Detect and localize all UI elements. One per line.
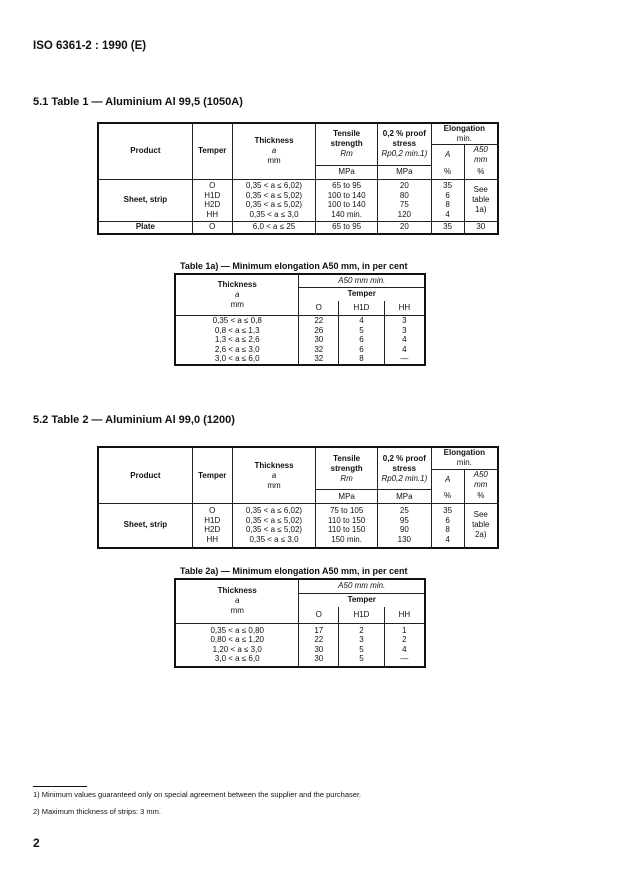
cell: 0,35 < a ≤ 0,80 [210, 625, 264, 635]
cell: 1,3 < a ≤ 2,6 [214, 335, 260, 344]
header-thickness [232, 123, 316, 179]
t1a-o-list [299, 315, 339, 365]
cell: 3 [402, 325, 407, 335]
t2a-thickness-list [175, 623, 299, 667]
cell: 140 min. [331, 209, 362, 219]
cell: 2,6 < a ≤ 3,0 [214, 344, 260, 354]
cell: 75 to 105 [329, 506, 364, 516]
cell: 5 [359, 644, 364, 654]
A-list [431, 504, 464, 548]
thickness-label: Thickness [254, 460, 294, 470]
cell: 0,35 < a ≤ 6,02) [245, 506, 303, 516]
table-1a-title: Table 1a) — Minimum elongation A50 mm, in per cent [180, 261, 408, 271]
table-row [98, 504, 498, 548]
cell: 2 [402, 635, 407, 645]
cell: 6 [359, 335, 364, 344]
cell: 130 [397, 534, 412, 544]
cell: 1,20 < a ≤ 3,0 [212, 644, 262, 654]
cell: 4 [402, 335, 407, 344]
cell: 0,35 < a ≤ 0,8 [212, 316, 262, 325]
cell: 65 to 95 [332, 181, 362, 190]
table-2a-title: Table 2a) — Minimum elongation A50 mm, in per cent [180, 566, 408, 576]
cell: 0,8 < a ≤ 1,3 [214, 325, 260, 335]
header-tensile [316, 123, 378, 165]
cell: 95 [399, 515, 409, 525]
section-5-1-title: 5.1 Table 1 — Aluminium Al 99,5 (1050A) [33, 96, 243, 108]
proof-list [377, 179, 431, 221]
table-2 [97, 446, 499, 549]
cell: 4 [402, 344, 407, 354]
cell: 4 [359, 316, 364, 325]
cell: 0,35 < a ≤ 5,02) [245, 190, 303, 200]
cell: 0,35 < a ≤ 3,0 [249, 534, 299, 544]
t1a-thickness-list [175, 315, 299, 365]
A50-unit: % [464, 165, 498, 179]
thickness-list [232, 179, 316, 221]
header-thickness [232, 447, 316, 504]
proof-symbol: Rp0,2 min.1) [381, 149, 428, 159]
cell: — [400, 354, 409, 363]
temper-header: Temper [299, 287, 425, 301]
proof-label: 0,2 % proof stress [382, 453, 426, 473]
elongation-min: min. [456, 458, 472, 468]
cell: H2D [204, 525, 221, 535]
page-number: 2 [33, 836, 40, 850]
cell: 30 [314, 335, 324, 344]
footnote-1: 1) Minimum values guaranteed only on special agreement between the supplier and the purchaser. [33, 790, 362, 799]
cell: 32 [314, 344, 324, 354]
cell: 0,35 < a ≤ 6,02) [245, 181, 303, 190]
cell: 100 to 140 [327, 200, 366, 209]
A50-unit: % [464, 490, 498, 504]
thickness-unit: mm [267, 480, 281, 490]
table-row [98, 179, 498, 221]
header-tensile [316, 447, 378, 490]
cell: 8 [359, 354, 364, 363]
A-list [431, 179, 464, 221]
footnote-rule [33, 786, 87, 787]
proof-symbol: Rp0,2 min.1) [381, 473, 428, 483]
a50-min-header: A50 mm min. [299, 274, 425, 287]
temper-hh: HH [384, 607, 425, 623]
a50-min-header: A50 mm min. [299, 579, 425, 593]
see-table-2a: See table 2a) [464, 504, 498, 548]
tensile-symbol: Rm [340, 473, 353, 483]
cell: O [192, 221, 232, 234]
cell: 150 min. [331, 534, 362, 544]
thickness-symbol: a [235, 289, 240, 299]
cell: 3 [359, 635, 364, 645]
table-row [175, 623, 425, 667]
temper-list [192, 504, 232, 548]
thickness-symbol: a [271, 470, 277, 480]
t2a-h1d-list [339, 623, 385, 667]
cell: 75 [399, 200, 409, 209]
cell: 3,0 < a ≤ 6,0 [214, 354, 260, 363]
table-2a [174, 578, 426, 668]
cell: 120 [397, 209, 412, 219]
cell: 6 [359, 344, 364, 354]
cell: 35 [443, 506, 453, 516]
elongation-label: Elongation [443, 448, 485, 458]
section-5-2-title: 5.2 Table 2 — Aluminium Al 99,0 (1200) [33, 414, 235, 426]
cell: HH [206, 534, 219, 544]
cell: 4 [402, 644, 407, 654]
cell: 8 [445, 525, 450, 535]
cell: — [400, 654, 409, 664]
cell: 4 [445, 534, 450, 544]
cell: H1D [204, 515, 221, 525]
thickness-list [232, 504, 316, 548]
temper-h1d: H1D [339, 607, 385, 623]
cell: 90 [399, 525, 409, 535]
temper-o: O [299, 301, 339, 315]
cell: 17 [314, 625, 324, 635]
tensile-list [316, 504, 378, 548]
temper-o: O [299, 607, 339, 623]
document-header: ISO 6361-2 : 1990 (E) [33, 40, 147, 52]
cell: 5 [359, 325, 364, 335]
cell: 110 to 150 [328, 525, 366, 535]
product-sheet-strip: Sheet, strip [98, 504, 192, 548]
cell: 65 to 95 [316, 221, 378, 234]
cell: 8 [445, 200, 450, 209]
t2a-hh-list [384, 623, 425, 667]
cell: H1D [204, 190, 221, 200]
product-plate: Plate [98, 221, 192, 234]
cell: 20 [399, 181, 409, 190]
table-1 [97, 122, 499, 235]
cell: 6 [445, 190, 450, 200]
cell: 35 [443, 181, 453, 190]
cell: 30 [464, 221, 498, 234]
thickness-symbol: a [271, 146, 277, 156]
proof-label: 0,2 % proof stress [382, 129, 426, 149]
cell: 20 [377, 221, 431, 234]
thickness-label: Thickness [217, 279, 257, 289]
tensile-list [316, 179, 378, 221]
cell: 80 [399, 190, 409, 200]
temper-h1d: H1D [339, 301, 385, 315]
t2a-thickness-header [175, 579, 299, 623]
elongation-label: Elongation [443, 124, 485, 133]
cell: 3 [402, 316, 407, 325]
A-unit: % [431, 490, 464, 504]
header-product: Product [98, 123, 192, 179]
cell: 0,80 < a ≤ 1,20 [210, 635, 264, 645]
header-temper: Temper [192, 447, 232, 504]
t1a-thickness-header [175, 274, 299, 315]
cell: 25 [399, 506, 409, 516]
thickness-label: Thickness [254, 136, 294, 146]
cell: O [209, 506, 216, 516]
cell: 2 [359, 625, 364, 635]
cell: 3,0 < a ≤ 6,0 [214, 654, 260, 664]
header-proof [377, 447, 431, 490]
t1a-h1d-list [339, 315, 385, 365]
cell: 4 [445, 209, 450, 219]
header-A: A [431, 145, 464, 166]
A-unit: % [431, 165, 464, 179]
cell: 35 [431, 221, 464, 234]
cell: 30 [314, 644, 324, 654]
header-A50: A50 mm [464, 469, 498, 490]
temper-hh: HH [384, 301, 425, 315]
cell: H2D [204, 200, 221, 209]
product-sheet-strip: Sheet, strip [98, 179, 192, 221]
header-elongation [431, 447, 498, 469]
tensile-label: Tensile strength [330, 129, 363, 149]
cell: 26 [314, 325, 324, 335]
thickness-unit: mm [267, 156, 281, 166]
proof-unit: MPa [377, 165, 431, 179]
footnote-2: 2) Maximum thickness of strips: 3 mm. [33, 807, 161, 816]
header-A: A [431, 469, 464, 490]
temper-header: Temper [299, 593, 425, 607]
t2a-o-list [299, 623, 339, 667]
elongation-min: min. [456, 134, 472, 143]
thickness-unit: mm [230, 299, 244, 309]
cell: 110 to 150 [328, 515, 366, 525]
header-temper: Temper [192, 123, 232, 179]
table-row [175, 315, 425, 365]
cell: 5 [359, 654, 364, 664]
cell: O [209, 181, 216, 190]
table-1a [174, 273, 426, 366]
cell: 22 [314, 316, 324, 325]
cell: HH [206, 209, 219, 219]
cell: 32 [314, 354, 324, 363]
cell: 0,35 < a ≤ 5,02) [245, 200, 303, 209]
thickness-symbol: a [235, 596, 240, 606]
t1a-hh-list [384, 315, 425, 365]
header-product: Product [98, 447, 192, 504]
proof-list [377, 504, 431, 548]
header-proof [377, 123, 431, 165]
header-elongation [431, 123, 498, 145]
see-table-1a: See table 1a) [464, 179, 498, 221]
cell: 0,35 < a ≤ 5,02) [245, 515, 303, 525]
cell: 1 [402, 625, 407, 635]
header-A50: A50 mm [464, 145, 498, 166]
table-row [98, 221, 498, 234]
cell: 100 to 140 [327, 190, 366, 200]
cell: 30 [314, 654, 324, 664]
temper-list [192, 179, 232, 221]
thickness-unit: mm [230, 606, 244, 616]
cell: 6,0 < a ≤ 25 [232, 221, 316, 234]
proof-unit: MPa [377, 490, 431, 504]
cell: 0,35 < a ≤ 3,0 [249, 209, 299, 219]
cell: 22 [314, 635, 324, 645]
tensile-symbol: Rm [340, 149, 353, 159]
cell: 6 [445, 515, 450, 525]
cell: 0,35 < a ≤ 5,02) [245, 525, 303, 535]
tensile-unit: MPa [316, 165, 378, 179]
tensile-unit: MPa [316, 490, 378, 504]
thickness-label: Thickness [217, 586, 257, 596]
tensile-label: Tensile strength [330, 453, 363, 473]
